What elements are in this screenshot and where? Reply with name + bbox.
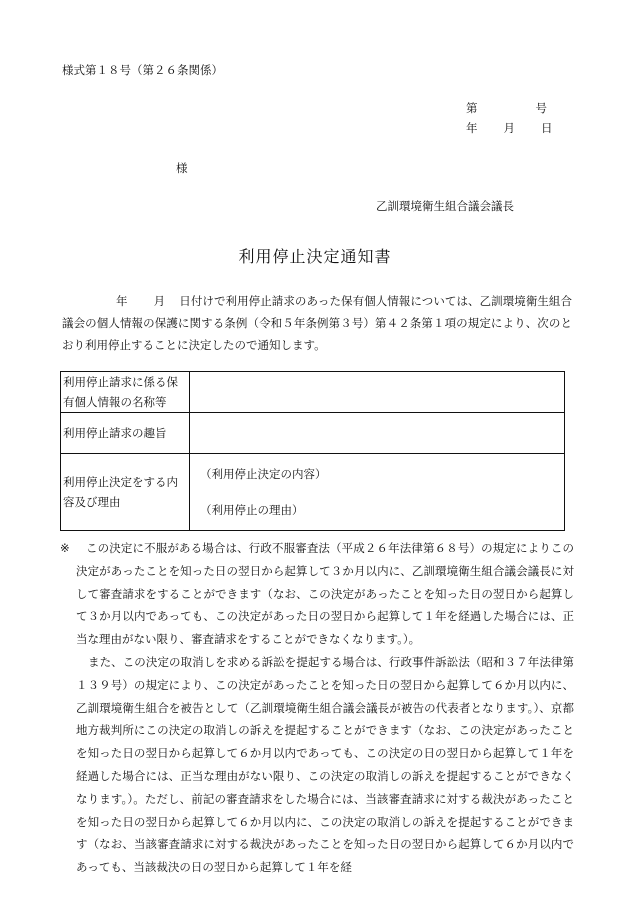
note-text-1: この決定に不服がある場合は、行政不服審査法（平成２６年法律第６８号）の規定によりこの決定があったことを知った日の翌日から起算して３か月以内に、乙訓環境衛生組合議会議長に対して審査請求をすることができます（なお、この決定があったことを知った日の翌日から起算して３か月以内であっても、この決定があった日の翌日から起算して１年を経過した場合には、正当な理由がない限り、審査請求をすることができなくなります。）。	[76, 541, 574, 647]
note-mark: ※	[60, 541, 70, 555]
reason-heading: （利用停止の理由）	[200, 503, 304, 517]
row1-label: 利用停止請求に係る保有個人情報の名称等	[61, 372, 190, 413]
body-paragraph	[62, 290, 572, 356]
body-month-label: 月	[153, 294, 166, 308]
addressee: 様	[176, 161, 188, 175]
table-row	[61, 413, 565, 454]
doc-number-suffix: 号	[535, 101, 547, 115]
document-date	[466, 120, 553, 136]
sender-name: 乙訓環境衛生組合議会議長	[376, 199, 514, 213]
doc-number-prefix: 第	[466, 101, 478, 115]
document-number	[466, 100, 547, 116]
row2-label: 利用停止請求の趣旨	[61, 413, 190, 454]
body-year-label: 年	[116, 294, 128, 308]
table-row	[61, 454, 565, 531]
row3-value	[190, 454, 565, 531]
note-paragraph-1	[62, 537, 574, 651]
date-year-label: 年	[466, 121, 478, 135]
date-day-label: 日	[541, 121, 553, 135]
date-month-label: 月	[503, 121, 515, 135]
decision-table	[60, 371, 565, 531]
row3-label: 利用停止決定をする内容及び理由	[61, 454, 190, 531]
row2-value	[190, 413, 565, 454]
form-number: 様式第１８号（第２６条関係）	[62, 63, 223, 77]
notes-section	[62, 537, 574, 879]
note-paragraph-2	[62, 651, 574, 879]
body-main-text: 日付けで利用停止請求のあった保有個人情報については、乙訓環境衛生組合議会の個人情報の保護に関する条例（令和５年条例第３号）第４２条第１項の規定により、次のとおり利用停止することに決定したので通知します。	[62, 294, 572, 352]
content-heading: （利用停止決定の内容）	[200, 467, 327, 481]
note-text-2: また、この決定の取消しを求める訴訟を提起する場合は、行政事件訴訟法（昭和３７年法律第１３９号）の規定により、この決定があったことを知った日の翌日から起算して６か月以内に、乙訓環境衛生組合を被告として（乙訓環境衛生組合議会議長が被告の代表者となります。）、京都地方裁判所にこの決定の取消しの訴えを提起することができます（なお、この決定があったことを知った日の翌日から起算して６か月以内であっても、この決定の日の翌日から起算して１年を経過した場合には、正当な理由がない限り、この決定の取消しの訴えを提起することができなくなります。）。ただし、前記の審査請求をした場合には、当該審査請求に対する裁決があったことを知った日の翌日から起算して６か月以内に、この決定の取消しの訴えを提起することができます（なお、当該審査請求に対する裁決があったことを知った日の翌日から起算して６か月以内であっても、当該裁決の日の翌日から起算して１年を経	[76, 654, 574, 875]
table-row	[61, 372, 565, 413]
document-title: 利用停止決定通知書	[238, 247, 392, 266]
row1-value	[190, 372, 565, 413]
